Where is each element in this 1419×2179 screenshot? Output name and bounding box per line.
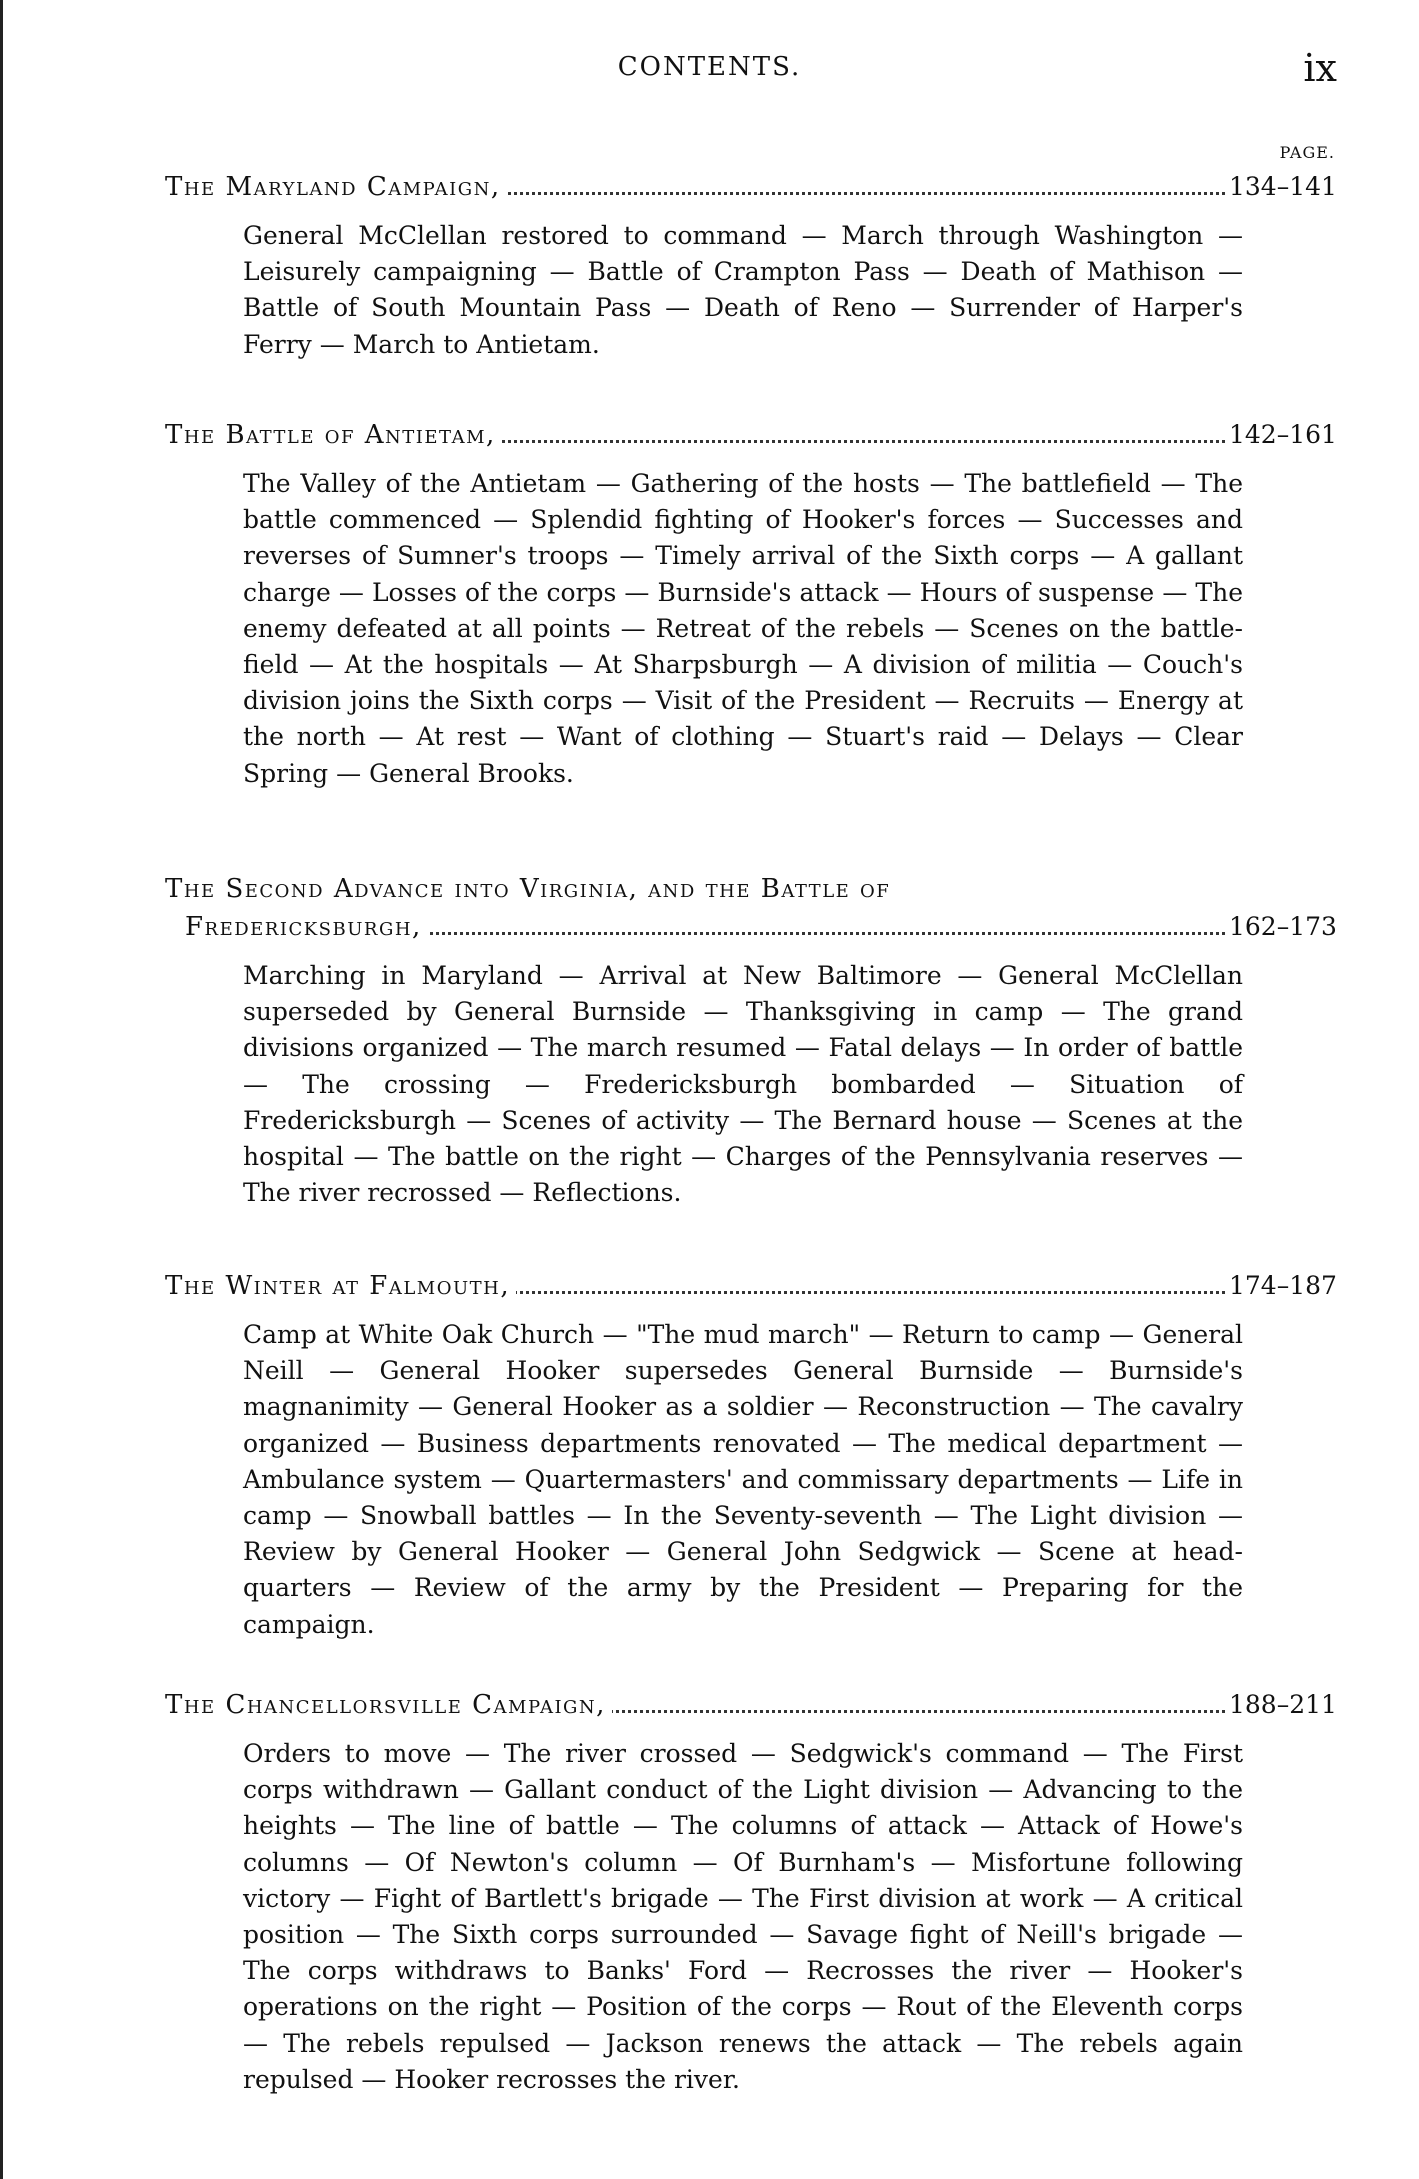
toc-summary: Orders to move — The river crossed — Sedgwick's command — The First corps withdrawn — Gallant conduct of the Light division — Advancing to the heights — The line of battle — The columns of attack — Attack of Howe's columns — Of Newton's column — Of Burnham's — Misfortune following victory — Fight of Bartlett's brigade — The First division at work — A critical position — The Sixth corps surrounded — Savage fight of Neill's brigade — The corps withdraws to Banks' Ford — Recrosses the river — Hooker's operations on the right — Position of the corps — Rout of the Eleventh corps — The rebels repulsed — Jackson renews the attack — The rebels again repulsed — Hooker recrosses the river.: [243, 1739, 1243, 2094]
toc-summary: The Valley of the Antietam — Gathering of the hosts — The battlefield — The battle commenced — Splendid fighting of Hooker's forces — Successes and reverses of Sumner's troops — Timely arrival of the Sixth corps — A gallant charge — Losses of the corps — Burnside's attack — Hours of suspense — The enemy defeated at all points — Retreat of the rebels — Scenes on the battle-field — At the hospitals — At Sharpsburgh — A division of militia — Couch's division joins the Sixth corps — Visit of the President — Recruits — Energy at the north — At rest — Want of clothing — Stuart's raid — Delays — Clear Spring — General Brooks.: [243, 469, 1243, 788]
toc-entry-second-advance-fredericksburgh: [165, 870, 1335, 1211]
toc-heading: [165, 1686, 1335, 1724]
toc-heading: [165, 908, 1335, 946]
toc-summary: Marching in Maryland — Arrival at New Baltimore — General McClellan superseded by General Burnside — Thanksgiving in camp — The grand divisions organized — The march resumed — Fatal delays — In order of battle — The crossing — Fredericksburgh bombarded — Situation of Fredericksburgh — Scenes of activity — The Bernard house — Scenes at the hospital — The battle on the right — Charges of the Pennsylvania reserves — The river recrossed — Reflections.: [243, 961, 1243, 1208]
toc-page-range: 162–173: [1229, 908, 1335, 946]
toc-page-range: 174–187: [1229, 1267, 1335, 1305]
toc-title: The Winter at Falmouth,: [165, 1271, 516, 1301]
toc-title: The Chancellorsville Campaign,: [165, 1690, 612, 1720]
toc-page-range: 134–141: [1229, 168, 1335, 206]
toc-entry-winter-at-falmouth: [165, 1267, 1335, 1643]
toc-title-line-1: The Second Advance into Virginia, and the Battle of: [165, 874, 891, 904]
toc-entry-maryland-campaign: [165, 168, 1335, 363]
toc-summary: General McClellan restored to command — March through Washington — Leisurely campaigning — Battle of Crampton Pass — Death of Mathison — Battle of South Mountain Pass — Death of Reno — Surrender of Harper's Ferry — March to Antietam.: [243, 221, 1243, 359]
page-column-label: PAGE.: [1279, 143, 1335, 162]
toc-heading: [165, 1267, 1335, 1305]
toc-heading: [165, 416, 1335, 454]
toc-title: The Maryland Campaign,: [165, 172, 507, 202]
page-number: ix: [1303, 46, 1337, 90]
page-edge-rule: [0, 0, 3, 2179]
toc-entry-battle-of-antietam: [165, 416, 1335, 792]
toc-entry-chancellorsville-campaign: [165, 1686, 1335, 2098]
running-head: [0, 46, 1419, 90]
toc-title-line-2: Fredericksburgh,: [185, 912, 428, 942]
toc-page-range: 188–211: [1229, 1686, 1335, 1724]
toc-heading: [165, 168, 1335, 206]
running-title: CONTENTS.: [617, 52, 802, 82]
toc-title: The Battle of Antietam,: [165, 420, 502, 450]
toc-page-range: 142–161: [1229, 416, 1335, 454]
toc-summary: Camp at White Oak Church — "The mud march" — Return to camp — General Neill — General Hooker supersedes General Burnside — Burnside's magnanimity — General Hooker as a soldier — Reconstruction — The cavalry organized — Business departments renovated — The medical department — Ambulance system — Quartermasters' and commissary departments — Life in camp — Snowball battles — In the Seventy-seventh — The Light division — Review by General Hooker — General John Sedgwick — Scene at head-quarters — Review of the army by the President — Preparing for the campaign.: [243, 1320, 1243, 1639]
toc-heading-line-1: [165, 870, 1335, 908]
